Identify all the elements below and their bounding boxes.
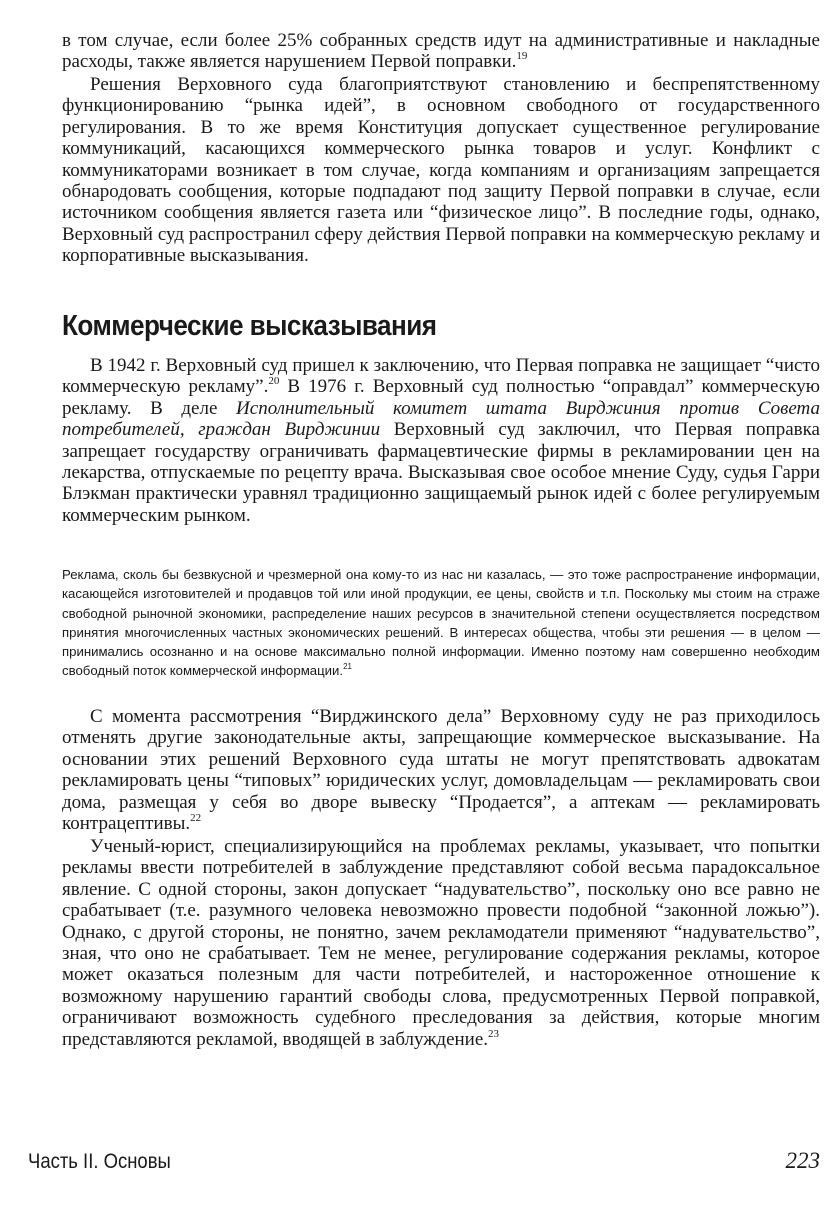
paragraph-text-part1: В 1942 г. Верховный суд пришел к заключению, что Первая поправка не защищает “чисто коммерческую рекламу”. bbox=[62, 355, 820, 398]
footnote-ref-20: 20 bbox=[268, 375, 280, 388]
paragraph-text: в том случае, если более 25% собранных средств идут на административные и накладные расходы, также является нарушением Первой поправки. bbox=[62, 30, 820, 73]
block-quote bbox=[62, 565, 820, 681]
paragraph-market-of-ideas bbox=[62, 74, 820, 267]
paragraph-puffery bbox=[62, 836, 820, 1050]
quote-text: Реклама, сколь бы безвкусной и чрезмерной она кому-то из нас ни казалась, — это тоже распространение информации, касающейся изготовителей и продавцов той или иной продукции, ее цены, свойств и т.п. Поскольку мы стоим на страже свободной рыночной экономики, распределение наших ресурсов в значительной степени осуществляется посредством принятия многочисленных частных экономических решений. В интересах общества, чтобы эти решения — в целом — принимались осознанно и на основе максимально полной информации. Именно поэтому нам совершенно необходим свободный поток коммерческой информации. bbox=[62, 567, 820, 679]
page-number: 223 bbox=[785, 1148, 820, 1173]
footnote-ref-19: 19 bbox=[516, 50, 528, 63]
paragraph-continuation bbox=[62, 30, 820, 73]
footer-section-label: Часть II. Основы bbox=[28, 1150, 171, 1173]
footnote-ref-23: 23 bbox=[488, 1027, 500, 1040]
paragraph-text: Решения Верховного суда благоприятствуют становлению и беспрепятственному функционированию “рынка идей”, в основном свободного от государственного регулирования. В то же время Конституция допускает существенное регулирование коммуникаций, касающихся коммерческого рынка товаров и услуг. Конфликт с коммуникаторами возникает в том случае, когда компаниям и организациям запрещается обнародовать сообщения, которые подпадают под защиту Первой поправки в случае, если источником сообщения является газета или “физическое лицо”. В последние годы, однако, Верховный суд распространил сферу действия Первой поправки на коммерческую рекламу и корпоративные высказывания. bbox=[62, 74, 820, 267]
case-name: Исполнительный комитет штата Вирджиния против Совета потребителей, граждан Вирджинии bbox=[62, 397, 821, 441]
footnote-ref-21: 21 bbox=[343, 662, 352, 672]
paragraph-text: Ученый-юрист, специализирующийся на проблемах рекламы, указывает, что попытки рекламы ввести потребителей в заблуждение представляют собой весьма парадоксальное явление. С одной стороны, закон допускает “надувательство”, поскольку оно все равно не срабатывает (т.е. разумного человека невозможно провести подобной “законной ложью”). Однако, с другой стороны, не понятно, зачем рекламодатели применяют “надувательство”, зная, что оно не срабатывает. Тем не менее, регулирование содержания рекламы, которое может оказаться полезным для части потребителей, и настороженное отношение к возможному нарушению гарантий свободы слова, предусмотренных Первой поправкой, ограничивают возможность судебного преследования за действия, которые многим представляются рекламой, вводящей в заблуждение. bbox=[62, 836, 820, 1050]
paragraph-overturned-acts bbox=[62, 706, 820, 834]
footnote-ref-22: 22 bbox=[190, 812, 202, 825]
section-heading: Коммерческие высказывания bbox=[62, 310, 437, 342]
paragraph-virginia-case bbox=[62, 355, 820, 526]
paragraph-text-part3: Верховный суд заключил, что Первая поправка запрещает государству ограничивать фармацевтические фирмы в рекламировании цен на лекарства, отпускаемые по рецепту врача. Высказывая свое особое мнение Суду, судья Гарри Блэкман практически уравнял традиционно защищаемый рынок идей с более регулируемым коммерческим рынком. bbox=[62, 419, 820, 526]
paragraph-text: С момента рассмотрения “Вирджинского дела” Верховному суду не раз приходилось отменять другие законодательные акты, запрещающие коммерческое высказывание. На основании этих решений Верховного суда штаты не могут препятствовать адвокатам рекламировать цены “типовых” юридических услуг, домовладельцам — рекламировать свои дома, размещая у себя во дворе вывеску “Продается”, а аптекам — рекламировать контрацептивы. bbox=[62, 706, 820, 835]
paragraph-text-part2: В 1976 г. Верховный суд полностью “оправдал” коммерческую рекламу. В деле bbox=[62, 376, 821, 419]
